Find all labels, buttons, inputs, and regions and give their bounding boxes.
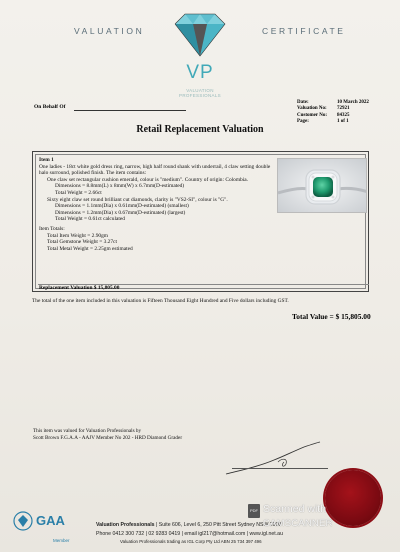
total-metal-weight: Total Metal Weight = 2.25gm estimated xyxy=(47,245,133,252)
item-totals-label: Item Totals: xyxy=(39,225,65,232)
meta-value: 1 of 1 xyxy=(337,119,349,125)
header-left-word: VALUATION xyxy=(74,26,145,36)
total-item-weight: Total Item Weight = 2.90gm xyxy=(47,232,108,239)
on-behalf-underline xyxy=(74,110,186,111)
total-value: Total Value = $ 15,805.00 xyxy=(292,312,371,321)
valuer-note xyxy=(33,428,182,441)
emerald-dimensions: Dimensions = 8.8mm(L) x 8mm(W) x 6.7mm(D-estimated) xyxy=(55,183,185,190)
gaa-logo xyxy=(13,511,73,543)
address-phone: Phone 0412 300 732 | 02 9283 0419 | email igl217@hotmail.com | www.igl.net.au xyxy=(96,530,283,537)
total-gemstone-weight: Total Gemstone Weight = 3.27ct xyxy=(47,239,117,246)
scanner-line-1: Scanned with xyxy=(263,503,327,515)
signature-line xyxy=(232,468,328,469)
emerald-desc: One claw set rectangular cushion emerald, colour is "medium". Country of origin: Colombia. xyxy=(47,176,248,183)
item-desc-text: One ladies - 18ct white gold dress ring, narrow, high half round shank with underrail, 4 claw setting double halo surround, polished finish. The item contains: xyxy=(39,163,271,177)
meta-value: 10 March 2022 xyxy=(337,100,369,105)
vp-logo-text: VP xyxy=(186,62,214,83)
gaa-text: GAA xyxy=(36,513,65,528)
replacement-valuation: Replacement Valuation $ 15,805.00 xyxy=(39,285,120,291)
meta-key: Valuation No: xyxy=(297,106,327,112)
item-box-inner xyxy=(35,154,366,289)
meta-key: Customer No: xyxy=(297,112,328,118)
document-title: Retail Replacement Valuation xyxy=(136,124,264,135)
meta-key: Page: xyxy=(297,119,309,125)
ring-photo xyxy=(277,158,367,213)
on-behalf-label: On Behalf Of xyxy=(34,104,66,110)
item-description xyxy=(39,157,275,252)
pdf-icon: PDF xyxy=(248,504,260,518)
diamonds-desc: Sixty eight claw set round brilliant cut diamonds, clarity is "VS2-SI", colour is "G". xyxy=(47,196,228,203)
valuer-line: Scott Brown F.G.A.A - AAJV Member No 202 - HRD Diamond Grader xyxy=(33,434,183,441)
gaa-emblem-icon xyxy=(13,511,33,531)
total-statement: The total of the one item included in this valuation is Fifteen Thousand Eight Hundred and Five dollars including GST. xyxy=(32,298,289,304)
address-abn: Valuation Professionals trading as IGL Corp Pty Ltd ABN 25 734 397 496 xyxy=(120,539,262,544)
meta-value: 84325 xyxy=(337,112,350,118)
prepared-line: This item was valued for Valuation Professionals by xyxy=(33,428,142,434)
valuation-meta xyxy=(297,100,369,126)
diamond-weight: Total Weight = 0.61ct calculated xyxy=(55,216,125,223)
scanner-watermark xyxy=(248,500,400,552)
emerald-ring-icon xyxy=(278,159,367,213)
signature-scribble xyxy=(222,440,322,480)
meta-value: 72921 xyxy=(337,106,350,112)
diamond-dimensions-small: Dimensions = 1.1mm(Dia) x 0.61mm(D-estimated) (smallest) xyxy=(55,203,189,210)
scanner-line-2: CAMSCANNER xyxy=(263,518,333,529)
vp-logo xyxy=(165,10,235,100)
item-heading: Item 1 xyxy=(39,157,54,163)
meta-key: Date: xyxy=(297,100,309,105)
vp-logo-subtext: VALUATION PROFESSIONALS xyxy=(179,88,221,98)
address-street: | Suite 606, Level 6, 250 Pitt Street Sydney NSW 2000 xyxy=(154,522,282,528)
emerald-weight: Total Weight = 2.66ct xyxy=(55,189,102,196)
gaa-member-label: Member xyxy=(53,538,70,543)
address-company: Valuation Professionals xyxy=(96,522,155,528)
diamond-dimensions-large: Dimensions = 1.2mm(Dia) x 0.67mm(D-estimated) (largest) xyxy=(55,209,186,216)
item-box xyxy=(32,151,369,292)
diamond-icon xyxy=(165,10,235,64)
header-right-word: CERTIFICATE xyxy=(262,26,346,36)
